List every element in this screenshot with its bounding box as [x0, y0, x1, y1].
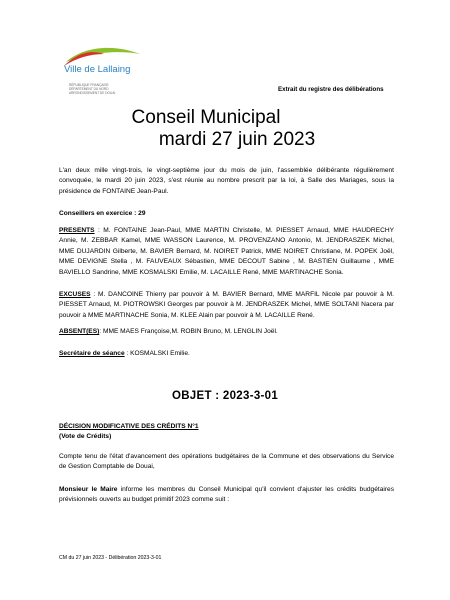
- excuses-paragraph: [59, 290, 394, 321]
- absents-label: ABSENT(ES): [59, 328, 100, 335]
- title-date: mardi 27 juin 2023: [158, 129, 316, 150]
- logo-caption-line: DÉPARTEMENT DU NORD: [69, 87, 109, 91]
- body2-label: Monsieur le Maire: [59, 486, 118, 493]
- body-paragraph-1: Compte tenu de l'état d'avancement des opérations budgétaires de la Commune et des observations du Service de Gestion Comptable de Douai,: [59, 453, 394, 471]
- secretaire-paragraph: [59, 349, 394, 359]
- presents-text: : M. FONTAINE Jean-Paul, MME MARTIN Christelle, M. PIESSET Arnaud, MME HAUDRECHY Annie, M. ZEBBAR Kamel, MME WASSON Laurence, M. PROVENZANO Antonio, M. JENDRASZEK Michel, MME DUJARDIN Gilberte, M. BAVIER Bernard, M. NOIRET Patrick, MME NOIRET Christiane, M. POPEK Joël, MME DEVIGNE Stella , M. FAUVEAUX Sébastien, MME DECOUT Sabine , M. BASTIEN Guillaume , MME BAVIELLO Sandrine, MME KOSMALSKI Emilie, M. LACAILLE René, MME MARTINACHE Sonia.: [59, 227, 394, 276]
- absents-paragraph: [59, 327, 394, 337]
- presents-label: PRESENTS: [59, 227, 95, 234]
- logo-caption-line: RÉPUBLIQUE FRANÇAISE: [69, 83, 109, 87]
- excuses-label: EXCUSES: [59, 291, 91, 298]
- body2-text: informe les membres du Conseil Municipal qu'il convient d'ajuster les crédits budgétaires prévisionnels ouverts au budget primitif 2023 comme suit :: [59, 486, 394, 504]
- presents-paragraph: [59, 226, 394, 278]
- logo-name: Ville de Lallaing: [64, 64, 131, 75]
- logo-caption: [69, 83, 139, 95]
- page-footer: CM du 27 juin 2023 - Délibération 2023-3-01: [59, 555, 162, 561]
- absents-text: : MME MAES Françoise,M. ROBIN Bruno, M. LENGLIN Joël.: [99, 328, 278, 335]
- title-conseil-municipal: Conseil Municipal: [131, 107, 281, 128]
- extract-header: Extrait du registre des délibérations: [278, 86, 384, 93]
- decision-title: DÉCISION MODIFICATIVE DES CRÉDITS N°1: [59, 423, 199, 430]
- intro-paragraph: L'an deux mille vingt-trois, le vingt-septième jour du mois de juin, l'assemblée délibérante régulièrement convoquée, le mardi 20 juin 2023, s'est réunie au nombre prescrit par la loi, à Salle des Mariages, sous la présidence de FONTAINE Jean-Paul.: [59, 167, 394, 195]
- body-paragraph-2: [59, 485, 394, 506]
- excuses-text: : M. DANCOINE Thierry par pouvoir à M. BAVIER Bernard, MME MARFIL Nicole par pouvoir à M. PIESSET Arnaud, M. PIOTROWSKI Georges par pouvoir à M. JENDRASZEK Michel, MME SOLTANI Nacera par pouvoir à MME MARTINACHE Sonia, M. KLEE Alain par pouvoir à M. LACAILLE René.: [59, 291, 394, 319]
- logo-caption-line: ARRONDISSEMENT DE DOUAI: [69, 91, 116, 95]
- objet-heading: OBJET : 2023-3-01: [171, 390, 279, 402]
- logo-green-swoosh: [66, 48, 140, 62]
- conseillers-en-exercice: Conseillers en exercice : 29: [59, 210, 146, 217]
- decision-subtitle: (Vote de Crédits): [59, 433, 112, 440]
- secretaire-label: Secrétaire de séance: [59, 350, 125, 357]
- secretaire-text: : KOSMALSKI Emilie.: [124, 350, 190, 357]
